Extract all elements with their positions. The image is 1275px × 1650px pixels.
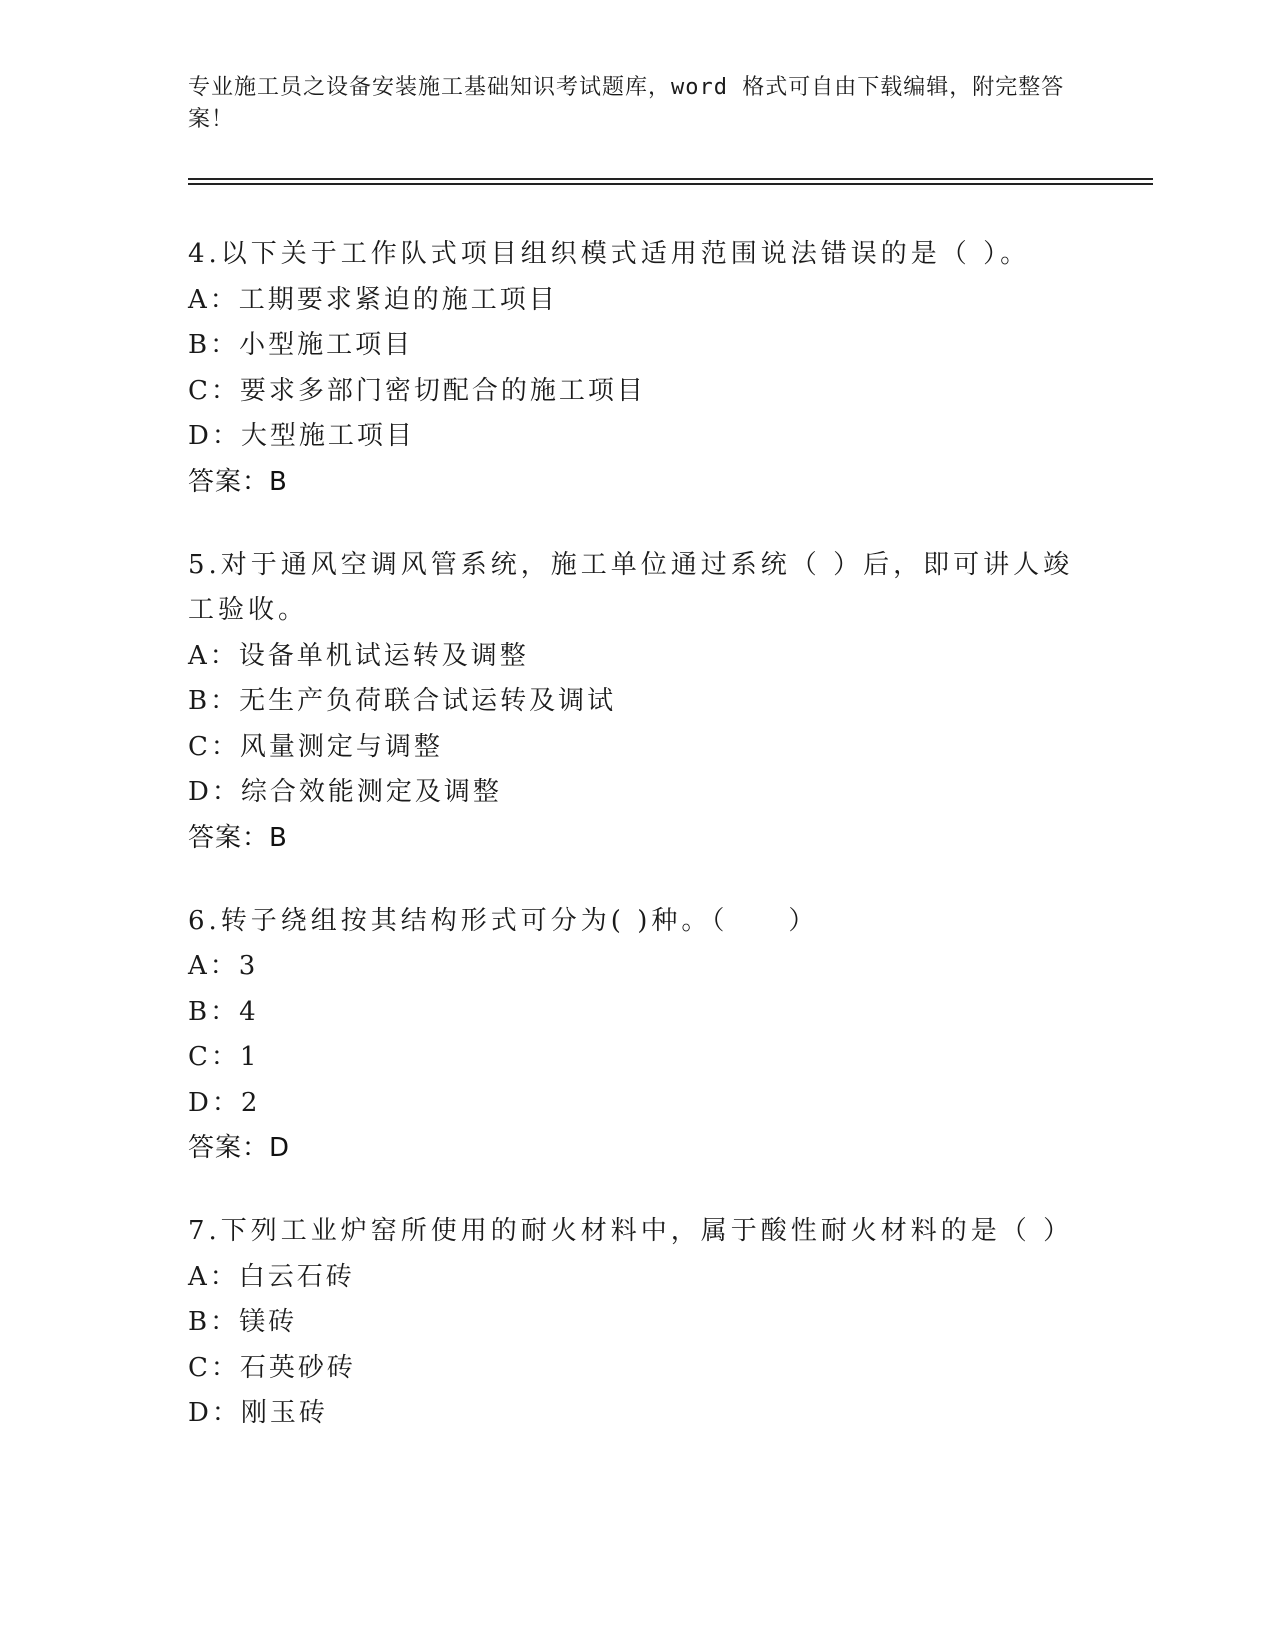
question-stem: 4.以下关于工作队式项目组织模式适用范围说法错误的是（ ）。 bbox=[188, 239, 1031, 269]
question-4 bbox=[188, 232, 1088, 505]
option-d: D：2 bbox=[188, 1087, 261, 1118]
option-b: B：无生产负荷联合试运转及调试 bbox=[188, 686, 617, 716]
answer-label: 答案：B bbox=[188, 466, 288, 497]
option-a: A：3 bbox=[188, 951, 259, 981]
option-b: B：4 bbox=[188, 996, 259, 1027]
option-a: A：设备单机试运转及调整 bbox=[188, 640, 529, 671]
question-list bbox=[188, 232, 1088, 1475]
option-d: D：刚玉砖 bbox=[188, 1398, 328, 1428]
question-stem: 5.对于通风空调风管系统，施工单位通过系统（ ）后，即可讲人竣工验收。 bbox=[188, 549, 1074, 625]
option-b: B：小型施工项目 bbox=[188, 330, 414, 360]
question-7 bbox=[188, 1209, 1088, 1437]
question-6 bbox=[188, 899, 1088, 1172]
option-a: A：白云石砖 bbox=[188, 1261, 355, 1292]
option-c: C：石英砂砖 bbox=[188, 1352, 356, 1383]
option-b: B：镁砖 bbox=[188, 1307, 298, 1337]
header-divider-top bbox=[188, 178, 1153, 180]
question-stem: 7.下列工业炉窑所使用的耐火材料中，属于酸性耐火材料的是（ ） bbox=[188, 1216, 1074, 1246]
option-c: C：风量测定与调整 bbox=[188, 731, 443, 762]
option-c: C：1 bbox=[188, 1042, 260, 1072]
question-5 bbox=[188, 543, 1088, 861]
question-stem: 6.转子绕组按其结构形式可分为( )种。（ ） bbox=[188, 905, 819, 936]
document-header: 专业施工员之设备安装施工基础知识考试题库，word 格式可自由下载编辑，附完整答案！ bbox=[188, 75, 1065, 132]
answer-label: 答案：D bbox=[188, 1133, 291, 1163]
answer-label: 答案：B bbox=[188, 822, 288, 853]
option-c: C：要求多部门密切配合的施工项目 bbox=[188, 375, 646, 406]
option-a: A：工期要求紧迫的施工项目 bbox=[188, 284, 558, 315]
option-d: D：综合效能测定及调整 bbox=[188, 777, 502, 807]
header-divider-bottom bbox=[188, 183, 1153, 185]
option-d: D：大型施工项目 bbox=[188, 421, 415, 451]
